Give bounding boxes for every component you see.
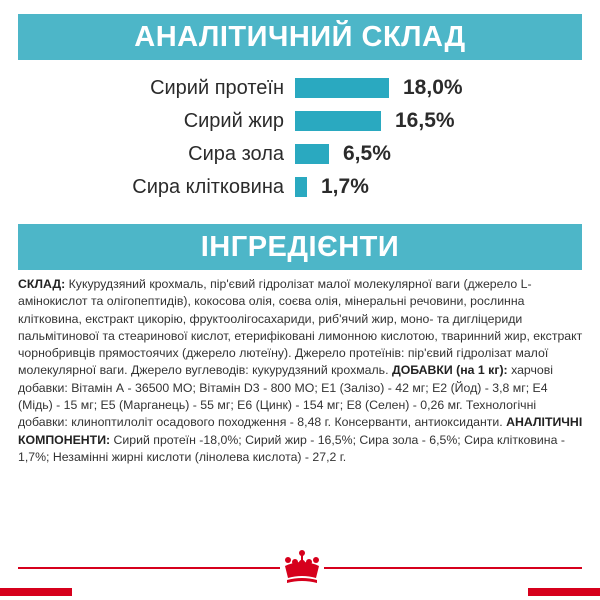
nutrient-value: 16,5% xyxy=(395,109,455,132)
nutrient-row-protein xyxy=(0,74,600,102)
nutrient-row-fiber xyxy=(0,173,600,201)
nutrient-label: Сира зола xyxy=(188,143,284,165)
analysis-title: АНАЛІТИЧНИЙ СКЛАД xyxy=(134,20,466,53)
nutrient-bar xyxy=(295,144,329,164)
nutrient-label: Сира клітковина xyxy=(132,176,284,198)
ingredients-banner xyxy=(18,224,582,270)
footer-bar-left xyxy=(0,588,72,596)
analytical-components-heading: АНАЛІТИЧНІ КОМПОНЕНТИ: xyxy=(18,415,583,447)
composition-heading: СКЛАД: xyxy=(18,277,66,291)
nutrient-value: 6,5% xyxy=(343,142,391,165)
additives-heading: ДОБАВКИ (на 1 кг): xyxy=(391,363,508,378)
nutrient-row-ash xyxy=(0,140,600,168)
footer-bar-right xyxy=(528,588,600,596)
nutrient-label: Сирий жир xyxy=(183,110,284,132)
composition-text: Кукурудзяний крохмаль, пір'євий гідролізат малої молекулярної ваги (джерело L-амінокислот та олігопептидів), кокосова олія, соєва олія, мінеральні речовини, рослинна клітковина, екстракт цикорію, фруктоолігосахариди, риб'ячий жир, моно- та дигліцериди пальмітинової та стеаринової кислот, етерифіковані лимонною кислотою, тваринний жир, екстракт чорнобривців прямостоячих (джерело лютеїну). Джерело протеїнів: пір'євий гідролізат малої молекулярної ваги. Джерело вуглеводів: кукурудзяний крохмаль. xyxy=(18,277,583,378)
analytical-components-text: Сирий протеїн -18,0%; Сирий жир - 16,5%; Сира зола - 6,5%; Сира клітковина - 1,7%; Незамінні жирні кислоти (лінолева кислота) - 27,2 г. xyxy=(18,432,565,464)
nutrient-label: Сирий протеїн xyxy=(150,77,284,99)
ingredients-paragraph xyxy=(18,276,584,466)
nutrient-value: 18,0% xyxy=(403,76,463,99)
nutrient-bar xyxy=(295,177,307,197)
additives-text: харчові добавки: Вітамін А - 36500 МО; Вітамін D3 - 800 МО; Е1 (Залізо) - 42 мг; Е2 (Йод) - 3,8 мг; Е4 (Мідь) - 15 мг; Е5 (Марганець) - 55 мг; Е6 (Цинк) - 154 мг; Е8 (Селен) - 0,26 мг. Технологічні добавки: клиноптилоліт осадового походження - 8,48 г. Консерванти, антиоксиданти. xyxy=(18,363,554,430)
royal-crown-icon xyxy=(280,548,324,588)
nutrient-bar xyxy=(295,78,389,98)
ingredients-title: ІНГРЕДІЄНТИ xyxy=(200,230,400,263)
nutrient-bar xyxy=(295,111,381,131)
analysis-banner xyxy=(18,14,582,60)
nutrient-row-fat xyxy=(0,107,600,135)
nutrient-value: 1,7% xyxy=(321,175,369,198)
